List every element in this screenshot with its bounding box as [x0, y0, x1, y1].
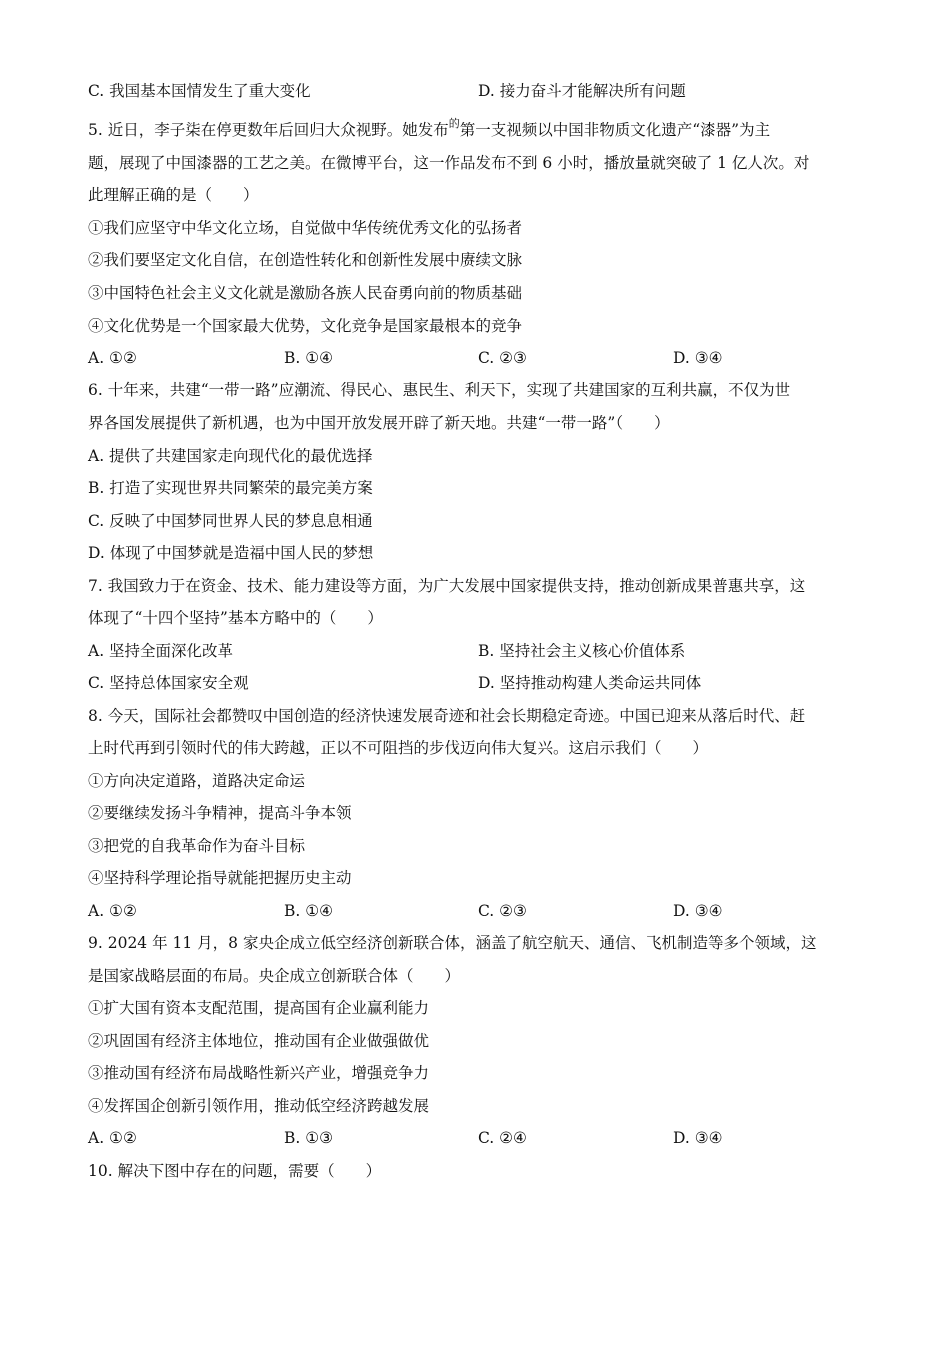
q5-item-2: ②我们要坚定文化自信，在创造性转化和创新性发展中赓续文脉 [88, 251, 523, 269]
q9-item-1: ①扩大国有资本支配范围，提高国有企业赢利能力 [88, 999, 430, 1017]
q9-option-a: A. ①② [88, 1129, 137, 1147]
q6-option-b: B. 打造了实现世界共同繁荣的最完美方案 [88, 479, 373, 497]
q6-option-c: C. 反映了中国梦同世界人民的梦息息相通 [88, 512, 373, 530]
q5-option-a: A. ①② [88, 349, 137, 367]
q8-item-4: ④坚持科学理论指导就能把握历史主动 [88, 869, 352, 887]
q5-option-d: D. ③④ [673, 349, 723, 367]
q10-stem-line-1: 10. 解决下图中存在的问题，需要（ ） [88, 1162, 382, 1180]
q8-item-3: ③把党的自我革命作为奋斗目标 [88, 837, 306, 855]
q7-stem-line-1: 7. 我国致力于在资金、技术、能力建设等方面，为广大发展中国家提供支持，推动创新成果普惠共享，这 [88, 577, 806, 595]
q8-option-c: C. ②③ [478, 902, 527, 920]
q5-item-1: ①我们应坚守中华文化立场，自觉做中华传统优秀文化的弘扬者 [88, 219, 523, 237]
q8-stem-line-2: 上时代再到引领时代的伟大跨越，正以不可阻挡的步伐迈向伟大复兴。这启示我们（ ） [88, 739, 709, 757]
q5-stem-note: 的 [448, 117, 460, 130]
q9-option-b: B. ①③ [284, 1129, 334, 1147]
q5-option-c: C. ②③ [478, 349, 527, 367]
q6-option-a: A. 提供了共建国家走向现代化的最优选择 [88, 447, 373, 465]
q6-stem-line-2: 界各国发展提供了新机遇，也为中国开放发展开辟了新天地。共建“一带一路”（ ） [88, 414, 670, 432]
q6-option-d: D. 体现了中国梦就是造福中国人民的梦想 [88, 544, 374, 562]
q9-item-2: ②巩固国有经济主体地位，推动国有企业做强做优 [88, 1032, 430, 1050]
q8-option-b: B. ①④ [284, 902, 334, 920]
q9-item-3: ③推动国有经济布局战略性新兴产业，增强竞争力 [88, 1064, 430, 1082]
q8-item-2: ②要继续发扬斗争精神，提高斗争本领 [88, 804, 352, 822]
q9-stem-line-1: 9. 2024 年 11 月，8 家央企成立低空经济创新联合体，涵盖了航空航天、通信、飞机制造等多个领域，这 [88, 934, 817, 952]
q4-option-c: C. 我国基本国情发生了重大变化 [88, 82, 311, 100]
q8-option-a: A. ①② [88, 902, 137, 920]
q9-option-d: D. ③④ [673, 1129, 723, 1147]
q5-stem-line-2: 题，展现了中国漆器的工艺之美。在微博平台，这一作品发布不到 6 小时，播放量就突破了 1 亿人次。对 [88, 154, 810, 172]
q9-option-c: C. ②④ [478, 1129, 527, 1147]
q5-stem-line-3: 此理解正确的是（ ） [88, 186, 259, 204]
q7-option-b: B. 坚持社会主义核心价值体系 [478, 642, 686, 660]
q9-item-4: ④发挥国企创新引领作用，推动低空经济跨越发展 [88, 1097, 430, 1115]
q5-option-b: B. ①④ [284, 349, 334, 367]
q5-stem-line-1: 5. 近日，李子柒在停更数年后回归大众视野。她发布$^的$第一支视频以中国非物质文化遗产“漆器”为主 [88, 117, 771, 139]
q4-option-d: D. 接力奋斗才能解决所有问题 [478, 82, 686, 100]
q7-option-c: C. 坚持总体国家安全观 [88, 674, 249, 692]
q9-stem-line-2: 是国家战略层面的布局。央企成立创新联合体（ ） [88, 967, 461, 985]
q7-option-a: A. 坚持全面深化改革 [88, 642, 234, 660]
q6-stem-line-1: 6. 十年来，共建“一带一路”应潮流、得民心、惠民生、利天下，实现了共建国家的互利共赢，不仅为世 [88, 381, 791, 399]
q8-item-1: ①方向决定道路，道路决定命运 [88, 772, 306, 790]
q5-item-4: ④文化优势是一个国家最大优势，文化竞争是国家最根本的竞争 [88, 317, 523, 335]
q5-item-3: ③中国特色社会主义文化就是激励各族人民奋勇向前的物质基础 [88, 284, 523, 302]
q7-option-d: D. 坚持推动构建人类命运共同体 [478, 674, 702, 692]
q7-stem-line-2: 体现了“十四个坚持”基本方略中的（ ） [88, 609, 383, 627]
q8-option-d: D. ③④ [673, 902, 723, 920]
q8-stem-line-1: 8. 今天，国际社会都赞叹中国创造的经济快速发展奇迹和社会长期稳定奇迹。中国已迎来从落后时代、赶 [88, 707, 806, 725]
